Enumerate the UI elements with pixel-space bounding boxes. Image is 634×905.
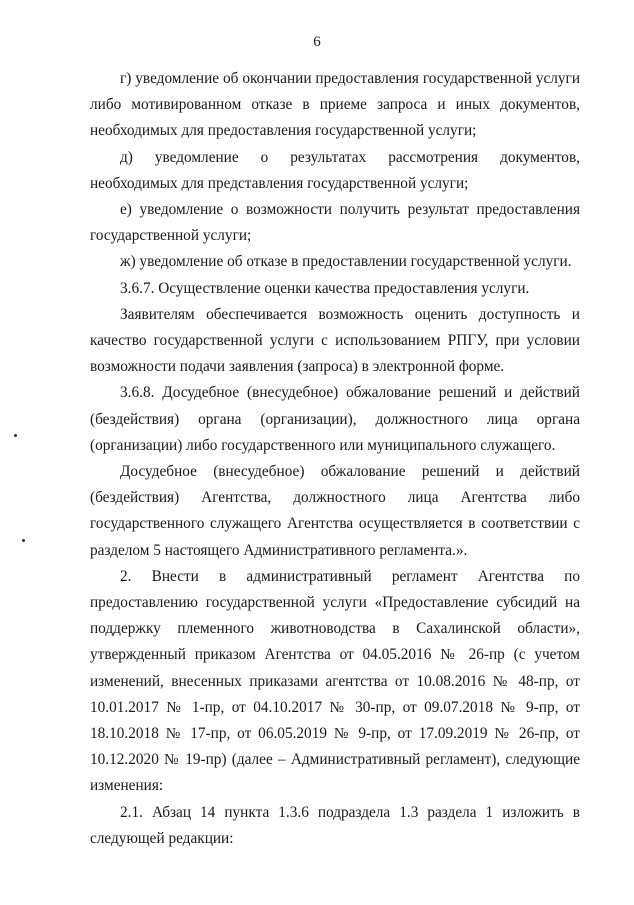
document-body	[90, 66, 580, 852]
paragraph-item-d: д) уведомление о результатах рассмотрения документов, необходимых для представления государственной услуги;	[90, 148, 580, 192]
section-heading-3-6-7: 3.6.7. Осуществление оценки качества предоставления услуги.	[120, 279, 530, 297]
paragraph-appeal: Досудебное (внесудебное) обжалование решений и действий (бездействия) Агентства, должностного лица Агентства либо государственного служащего Агентства осуществляется в соответствии с разделом 5 настоящего Административного регламента.».	[90, 463, 580, 559]
scan-artifact-dot	[14, 434, 17, 437]
page-number: 6	[313, 34, 321, 50]
paragraph-item-e: е) уведомление о возможности получить результат предоставления государственной услуги;	[90, 201, 580, 245]
paragraph-quality-assessment: Заявителям обеспечивается возможность оценить доступность и качество государственной услуги с использованием РПГУ, при условии возможности подачи заявления (запроса) в электронной форме.	[90, 305, 580, 376]
paragraph-amendment-2: 2. Внести в административный регламент Агентства по предоставлению государственной услуги «Предоставление субсидий на поддержку племенного животноводства в Сахалинской области», утвержденный приказом Агентства от 04.05.2016 № 26-пр (с учетом изменений, внесенных приказами агентства от 10.08.2016 № 48-пр, от 10.01.2017 № 1-пр, от 04.10.2017 № 30-пр, от 09.07.2018 № 9-пр, от 18.10.2018 № 17-пр, от 06.05.2019 № 9-пр, от 17.09.2019 № 26-пр, от 10.12.2020 № 19-пр) (далее – Административный регламент), следующие изменения:	[90, 567, 580, 795]
scan-artifact-dot	[22, 539, 25, 542]
paragraph-item-zh: ж) уведомление об отказе в предоставлении государственной услуги.	[120, 253, 572, 271]
paragraph-item-g: г) уведомление об окончании предоставления государственной услуги либо мотивированном отказе в приеме запроса и иных документов, необходимых для предоставления государственной услуги;	[90, 70, 580, 140]
paragraph-amendment-2-1: 2.1. Абзац 14 пункта 1.3.6 подраздела 1.3 раздела 1 изложить в следующей редакции:	[90, 803, 580, 847]
section-heading-3-6-8: 3.6.8. Досудебное (внесудебное) обжалование решений и действий (бездействия) органа (организации), должностного лица органа (организации) либо государственного или муниципального служащего.	[90, 384, 580, 454]
